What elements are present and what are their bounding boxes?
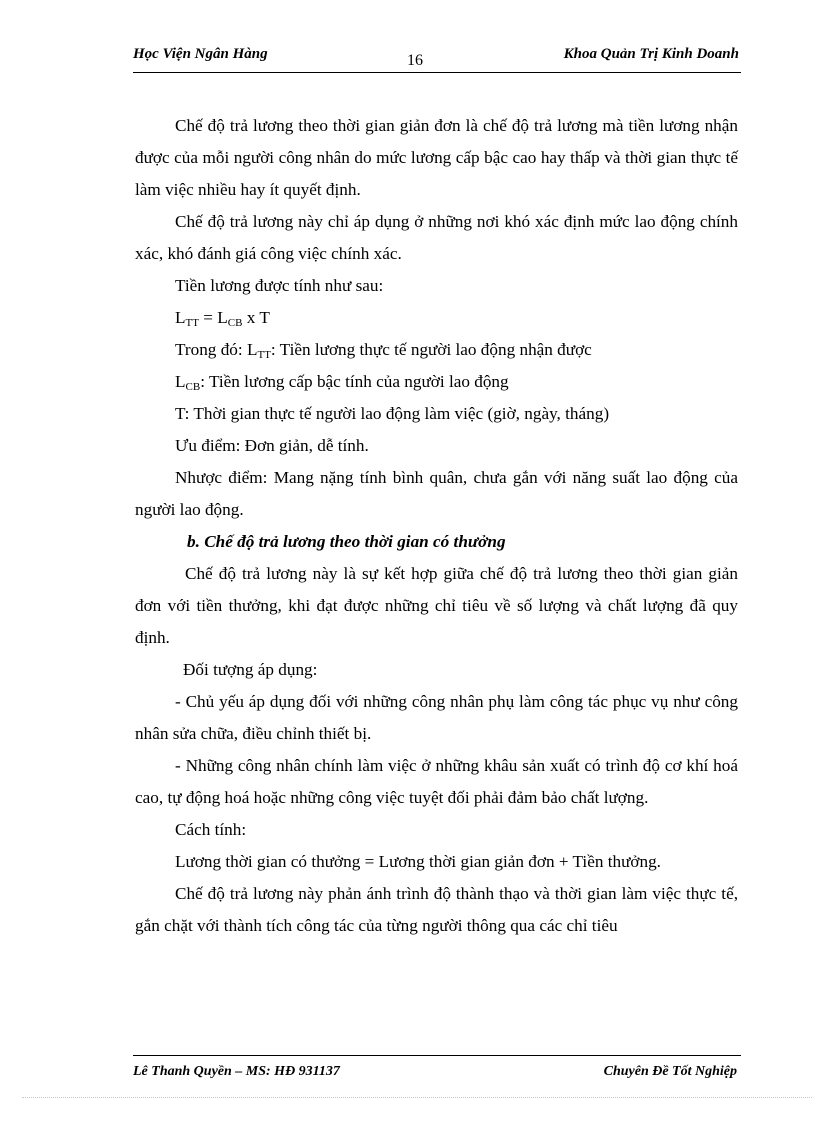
definition-ltt-sub: TT [257, 349, 271, 361]
footer-document-type: Chuyên Đề Tốt Nghiệp [603, 1064, 737, 1079]
paragraph-target-group: Đối tượng áp dụng: [183, 660, 318, 679]
list-item-main-workers: - Những công nhân chính làm việc ở những khâu sản xuất có trình độ cơ khí hoá cao, tự động hoá hoặc những công việc tuyệt đối phải đảm bảo chất lượng. [135, 756, 738, 807]
formula-sub-cb: CB [227, 317, 243, 329]
paragraph-bonus-time-pay: Chế độ trả lương này là sự kết hợp giữa chế độ trả lương theo thời gian giản đơn với tiền thưởng, khi đạt được những chỉ tiêu về số lượng và chất lượng đã quy định. [135, 564, 738, 647]
page-number: 16 [407, 52, 423, 69]
formula-equals: = L [198, 308, 228, 327]
paragraph-disadvantage: Nhược điểm: Mang nặng tính bình quân, chưa gắn với năng suất lao động của người lao động. [135, 468, 738, 519]
definition-ltt-prefix: Trong đó: L [175, 340, 258, 359]
footer-author: Lê Thanh Quyền – MS: HĐ 931137 [133, 1064, 340, 1079]
page-body [135, 110, 738, 942]
paragraph-reflection: Chế độ trả lương này phản ánh trình độ thành thạo và thời gian làm việc thực tế, gắn chặt với thành tích công tác của từng người thông qua các chỉ tiêu [135, 884, 738, 935]
page-edge-line [22, 1097, 812, 1098]
paragraph-simple-time-pay: Chế độ trả lương theo thời gian giản đơn là chế độ trả lương mà tiền lương nhận được của mỗi người công nhân do mức lương cấp bậc cao hay thấp và thời gian thực tế làm việc nhiều hay ít quyết định. [135, 116, 738, 199]
definition-lcb-sub: CB [185, 381, 201, 393]
paragraph-method: Cách tính: [175, 820, 247, 839]
header-institution: Học Viện Ngân Hàng [133, 46, 268, 62]
paragraph-calculation-intro: Tiền lương được tính như sau: [175, 276, 384, 295]
paragraph-advantage: Ưu điểm: Đơn giản, dễ tính. [175, 436, 369, 455]
footer-divider [133, 1055, 741, 1056]
section-heading-b: b. Chế độ trả lương theo thời gian có thưởng [187, 532, 506, 551]
header-divider [133, 72, 741, 73]
list-item-support-workers: - Chủ yếu áp dụng đối với những công nhân phụ làm công tác phục vụ như công nhân sửa chữa, điều chỉnh thiết bị. [135, 692, 738, 743]
definition-lcb-text: : Tiền lương cấp bậc tính của người lao động [200, 372, 509, 391]
page-header [133, 46, 741, 70]
formula-sub-tt: TT [185, 317, 199, 329]
definition-t: T: Thời gian thực tế người lao động làm việc (giờ, ngày, tháng) [175, 404, 610, 423]
definition-lcb [135, 366, 738, 398]
definition-ltt-text: : Tiền lương thực tế người lao động nhận được [270, 340, 592, 359]
paragraph-bonus-formula: Lương thời gian có thưởng = Lương thời gian giản đơn + Tiền thưởng. [175, 852, 661, 871]
definition-ltt [135, 334, 738, 366]
page-footer [133, 1064, 741, 1086]
formula-line [135, 302, 738, 334]
paragraph-applicability: Chế độ trả lương này chỉ áp dụng ở những nơi khó xác định mức lao động chính xác, khó đánh giá công việc chính xác. [135, 212, 738, 263]
formula-tail: x T [242, 308, 270, 327]
definition-lcb-prefix: L [175, 372, 186, 391]
formula-symbol: L [175, 308, 186, 327]
header-faculty: Khoa Quản Trị Kinh Doanh [563, 46, 739, 62]
